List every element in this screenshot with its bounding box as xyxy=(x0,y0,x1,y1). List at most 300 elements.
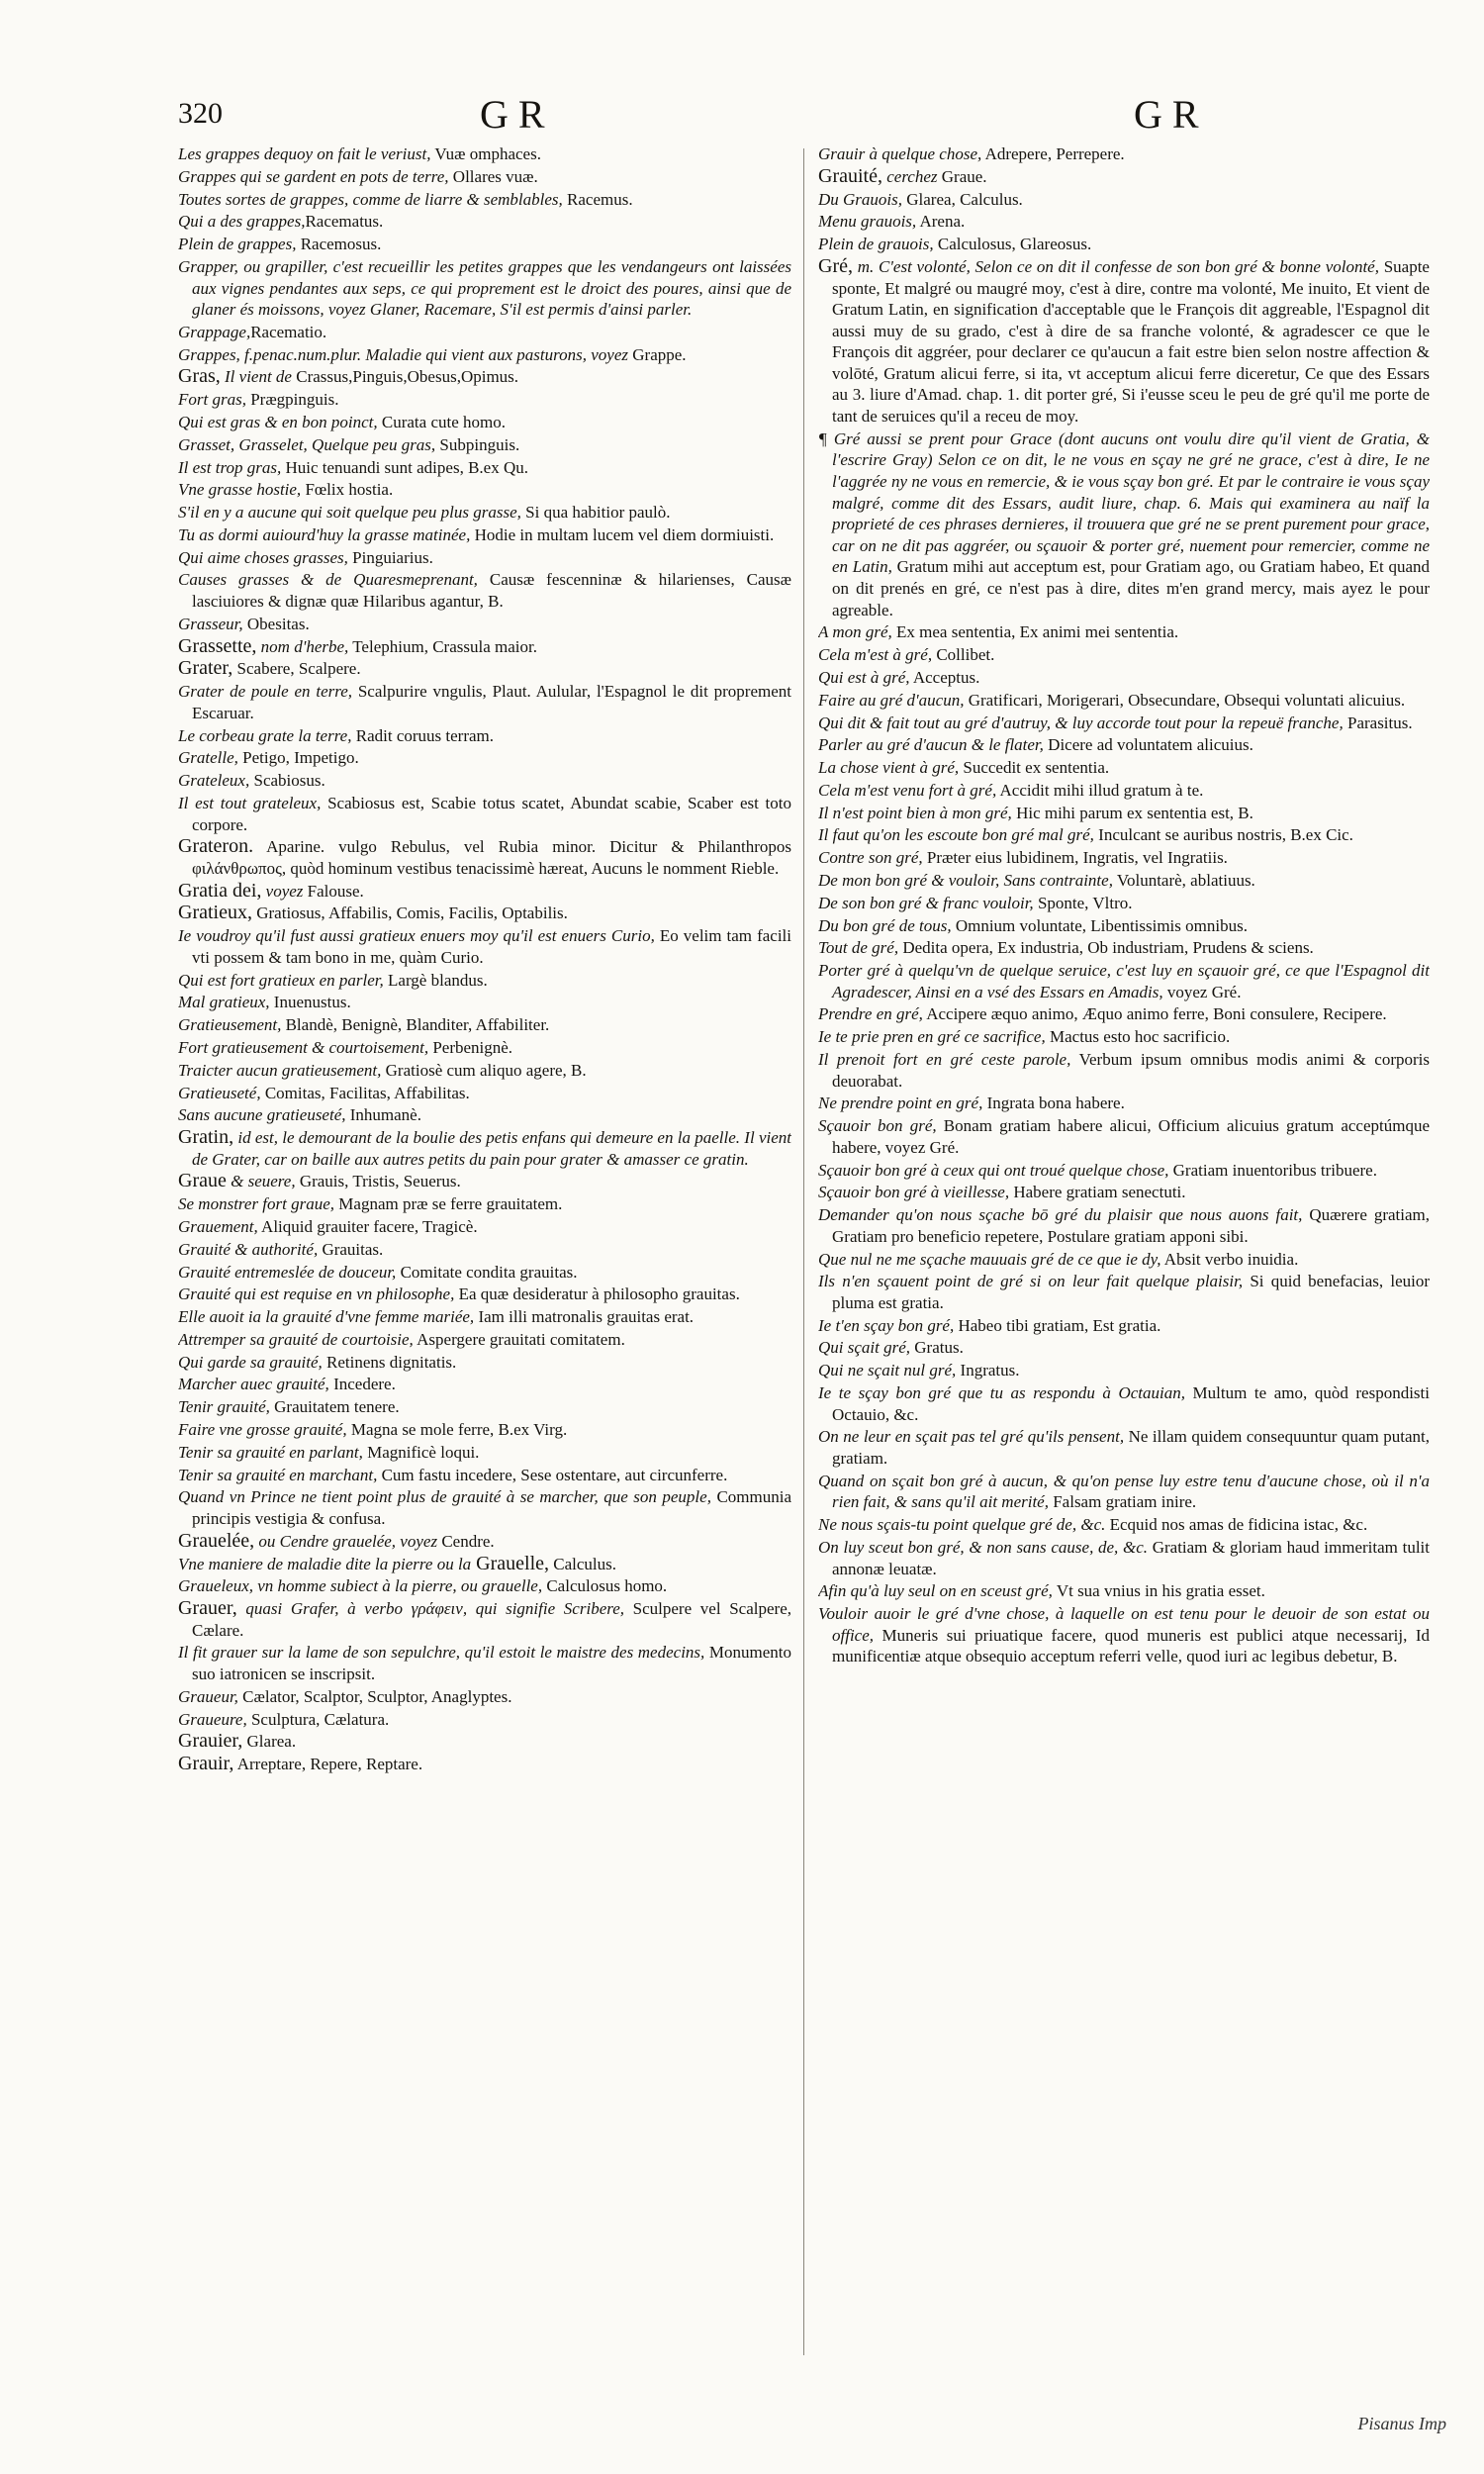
entry-french: Grappes, f.penac.num.plur. Maladie qui vient aux pasturons, voyez xyxy=(178,344,628,364)
dictionary-entry xyxy=(818,1049,1430,1092)
entry-french: Du Grauois, xyxy=(818,189,903,209)
right-column xyxy=(818,143,1430,2400)
dictionary-entry xyxy=(818,757,1430,779)
entry-french: & seuere, xyxy=(226,1172,296,1191)
entry-french: Plein de grauois, xyxy=(818,235,934,254)
dictionary-entry xyxy=(178,1193,791,1215)
entry-latin: Racematus. xyxy=(305,212,384,232)
entry-headword: Gratia dei, xyxy=(178,879,262,902)
entry-latin: Falouse. xyxy=(303,881,364,901)
dictionary-entry xyxy=(178,1486,791,1529)
entry-french: Qui a des grappes, xyxy=(178,212,306,232)
entry-french: Qui garde sa grauité, xyxy=(178,1352,323,1372)
entry-french: Grasseur, xyxy=(178,614,243,633)
entry-french: ¶ Gré aussi se prent pour Grace (dont aucuns ont voulu dire qu'il vient de Gratia, & l'escrire Gray) Selon ce on dit, le ne vous en sçay ne gré ne grace, c'est à dire, Ie ne l'aggrée ny ne vous en remercie, & ie vous sçay bon gré. Et par le contraire ie vous sçay malgré, comme dit des Essars, audit liure, chap. 6. Mais qui examinera au naïf la proprieté de ces phrases dernieres, il trouuera que gré ne se prent purement pour grace, car on ne dit pas aggréer, ou sçauoir & porter gré, nuement pour remercier, comme ne en Latin, xyxy=(818,428,1430,577)
entry-latin: Verbum ipsum omnibus modis animi & corporis deuorabat. xyxy=(832,1050,1430,1091)
entry-latin: Ollares vuæ. xyxy=(448,166,538,186)
page-header xyxy=(178,91,1209,141)
entry-latin: Vt sua vnius in his gratia esset. xyxy=(1052,1581,1265,1601)
dictionary-entry xyxy=(178,479,791,501)
entry-french: Ie voudroy qu'il fust aussi gratieux enuers moy qu'il est enuers Curio, xyxy=(178,926,655,946)
left-column xyxy=(178,143,791,2400)
dictionary-entry xyxy=(818,1471,1430,1513)
entry-french: Marcher auec grauité, xyxy=(178,1375,329,1394)
dictionary-entry xyxy=(178,1396,791,1418)
dictionary-entry xyxy=(178,389,791,411)
dictionary-entry xyxy=(178,344,791,366)
entry-french: Qui est à gré, xyxy=(818,667,910,687)
entry-latin: Dicere ad voluntatem alicuius. xyxy=(1043,735,1253,755)
dictionary-entry xyxy=(178,412,791,433)
entry-latin: Muneris sui priuatique facere, quod muneris est publici atque necessarij, Id munificentiæ atque obsequio acceptum referri velle, quod iuri ac legibus debetur, B. xyxy=(832,1625,1430,1666)
dictionary-entry xyxy=(818,803,1430,824)
entry-french: Ie te sçay bon gré que tu as respondu à Octauian, xyxy=(818,1383,1185,1402)
entry-latin: Bonam gratiam habere alicui, Officium alicuius gratum acceptúmque habere, voyez Gré. xyxy=(832,1116,1430,1157)
entry-french: Sçauoir bon gré à vieillesse, xyxy=(818,1183,1010,1202)
dictionary-entry xyxy=(818,847,1430,869)
entry-latin: Gratiam inuentoribus tribuere. xyxy=(1168,1160,1377,1180)
entry-latin: Racemosus. xyxy=(296,235,382,254)
entry-latin: Calculosus homo. xyxy=(542,1576,668,1596)
dictionary-entry xyxy=(818,893,1430,914)
dictionary-entry xyxy=(818,780,1430,802)
entry-latin: Largè blandus. xyxy=(383,970,488,990)
entry-headword: Grauelle, xyxy=(471,1552,550,1574)
entry-latin: Multum te amo, quòd respondisti Octauio, &c. xyxy=(832,1383,1430,1424)
entry-latin: Sculpere vel Scalpere, Cælare. xyxy=(192,1599,791,1640)
entry-latin: Scabiosus est, Scabie totus scatet, Abundat scabie, Scaber est toto corpore. xyxy=(192,793,791,834)
entry-french: Sçauoir bon gré, xyxy=(818,1116,937,1136)
entry-latin: Ingratus. xyxy=(956,1361,1020,1380)
entry-latin: Subpinguis. xyxy=(435,434,520,454)
dictionary-entry xyxy=(818,667,1430,689)
entry-latin: Absit verbo inuidia. xyxy=(1160,1249,1299,1269)
entry-latin: Parasitus. xyxy=(1343,713,1413,732)
dictionary-entry xyxy=(818,1537,1430,1579)
entry-french: Grauité entremeslée de douceur, xyxy=(178,1262,397,1282)
dictionary-entry xyxy=(818,690,1430,712)
dictionary-entry xyxy=(818,234,1430,255)
dictionary-entry xyxy=(818,960,1430,1002)
entry-french: Grappes qui se gardent en pots de terre, xyxy=(178,166,449,186)
entry-french: Faire vne grosse grauité, xyxy=(178,1420,347,1440)
entry-latin: Magnificè loqui. xyxy=(362,1442,480,1462)
entry-latin: Racematio. xyxy=(250,322,327,341)
entry-french: Grauité & authorité, xyxy=(178,1239,319,1259)
dictionary-entry xyxy=(178,166,791,188)
entry-latin: voyez Gré. xyxy=(1162,982,1242,1001)
entry-headword: Grauier, xyxy=(178,1730,243,1753)
entry-latin: Cælator, Scalptor, Sculptor, Anaglyptes. xyxy=(237,1686,512,1706)
entry-latin: Scabiosus. xyxy=(249,771,325,791)
entry-french: Cela m'est venu fort à gré, xyxy=(818,780,997,800)
entry-latin: Ne illam quidem consequuntur quam putant, gratiam. xyxy=(832,1427,1430,1468)
entry-latin: Aliquid grauiter facere, Tragicè. xyxy=(257,1217,478,1236)
entry-latin: Huic tenuandi sunt adipes, B.ex Qu. xyxy=(281,457,528,477)
entry-french: Qui aime choses grasses, xyxy=(178,547,348,567)
entry-latin: Obesitas. xyxy=(242,614,310,633)
entry-french: Se monstrer fort graue, xyxy=(178,1194,335,1214)
entry-latin: Gratum mihi aut acceptum est, pour Gratiam ago, ou Gratiam habeo, Et quand on dit prenés en gré, ce n'est pas à dire, dites m'en grand mercy, mais ayez le pour agreable. xyxy=(832,557,1430,619)
dictionary-entry xyxy=(178,903,791,924)
entry-latin: Inculcant se auribus nostris, B.ex Cic. xyxy=(1093,825,1353,845)
entry-latin: Grauitatem tenere. xyxy=(269,1397,400,1417)
entry-latin: Incedere. xyxy=(328,1375,396,1394)
dictionary-entry xyxy=(818,734,1430,756)
entry-french: De son bon gré & franc vouloir, xyxy=(818,893,1034,912)
entry-latin: Communia principis vestigia & confusa. xyxy=(192,1487,791,1528)
entry-headword: Grauelée, xyxy=(178,1529,255,1552)
entry-french: Graueure, xyxy=(178,1709,247,1729)
entry-headword: Gratieux, xyxy=(178,902,252,924)
entry-latin: Prægpinguis. xyxy=(245,390,339,410)
entry-latin: Sculptura, Cælatura. xyxy=(246,1709,390,1729)
entry-latin: Acceptus. xyxy=(909,667,980,687)
entry-latin: Hic mihi parum ex sententia est, B. xyxy=(1011,803,1253,822)
entry-headword: Gré, xyxy=(818,254,853,277)
dictionary-entry xyxy=(178,836,791,879)
entry-latin: Graue. xyxy=(937,166,987,186)
entry-french: Qui ne sçait nul gré, xyxy=(818,1361,957,1380)
dictionary-entry xyxy=(818,211,1430,233)
entry-french: Les grappes dequoy on fait le veriust, xyxy=(178,144,431,163)
dictionary-entry xyxy=(178,970,791,992)
column-divider xyxy=(803,148,804,2355)
dictionary-entry xyxy=(818,1003,1430,1025)
entry-headword: Gras, xyxy=(178,365,221,388)
entry-latin: Ea quæ desideratur à philosopho grauitas. xyxy=(454,1285,740,1304)
dictionary-entry xyxy=(178,1531,791,1553)
entry-french: S'il en y a aucune qui soit quelque peu plus grasse, xyxy=(178,503,521,523)
entry-latin: Aparine. vulgo Rebulus, vel Rubia minor. Dicitur & Philanthropos φιλάνθρωπος, quòd hominum vestibus tenacissimè hæreat, Aucuns le nomment Rieble. xyxy=(192,837,791,878)
entry-french: Contre son gré, xyxy=(818,848,923,868)
entry-latin: Inhumanè. xyxy=(345,1105,421,1125)
entry-french: Menu grauois, xyxy=(818,212,917,232)
dictionary-entry xyxy=(178,681,791,723)
dictionary-entry xyxy=(178,1754,791,1775)
entry-latin: Gratiam & gloriam haud immeritam tulit annonæ leuatæ. xyxy=(832,1537,1430,1578)
entry-french: Attremper sa grauité de courtoisie, xyxy=(178,1329,414,1349)
dictionary-entry xyxy=(178,1262,791,1284)
entry-latin: Dedita opera, Ex industria, Ob industriam, Prudens & sciens. xyxy=(898,938,1314,958)
entry-french: Grasset, Grasselet, Quelque peu gras, xyxy=(178,434,436,454)
dictionary-entry xyxy=(178,547,791,569)
dictionary-entry xyxy=(178,256,791,321)
entry-french: cerchez xyxy=(881,166,938,186)
entry-french: La chose vient à gré, xyxy=(818,758,960,778)
entry-french: Du bon gré de tous, xyxy=(818,915,952,935)
entry-latin: Mactus esto hoc sacrificio. xyxy=(1045,1027,1231,1047)
entry-latin: Si quid benefacias, leuior pluma est gratia. xyxy=(832,1272,1430,1312)
dictionary-entry xyxy=(178,366,791,388)
entry-latin: Perbenignè. xyxy=(428,1037,513,1057)
dictionary-entry xyxy=(178,1731,791,1753)
entry-french: Plein de grappes, xyxy=(178,235,297,254)
entry-latin: Glarea. xyxy=(242,1732,297,1752)
page-number: 320 xyxy=(178,97,223,130)
dictionary-entry xyxy=(818,1249,1430,1271)
entry-french: Qui est fort gratieux en parler, xyxy=(178,970,384,990)
dictionary-entry xyxy=(818,915,1430,937)
entry-latin: Gratiosus, Affabilis, Comis, Facilis, Optabilis. xyxy=(251,904,568,923)
dictionary-entry xyxy=(818,824,1430,846)
entry-latin: Inuenustus. xyxy=(269,993,351,1012)
dictionary-entry xyxy=(178,322,791,343)
entry-latin: Scalpurire vngulis, Plaut. Aulular, l'Espagnol le dit proprement Escaruar. xyxy=(192,682,791,722)
entry-french: Tenir grauité, xyxy=(178,1397,270,1417)
entry-french: Demander qu'on nous sçache bō gré du plaisir que nous auons fait, xyxy=(818,1205,1303,1225)
entry-french: Tu as dormi auiourd'huy la grasse matinée, xyxy=(178,524,471,544)
entry-french: Vne maniere de maladie dite la pierre ou la xyxy=(178,1554,472,1573)
entry-latin: Accidit mihi illud gratum à te. xyxy=(996,780,1204,800)
dictionary-entry xyxy=(178,1306,791,1328)
entry-latin: Comitas, Facilitas, Affabilitas. xyxy=(260,1083,470,1102)
dictionary-entry xyxy=(818,1182,1430,1203)
entry-french: Parler au gré d'aucun & le flater, xyxy=(818,735,1044,755)
entry-french: ou Cendre grauelée, voyez xyxy=(254,1531,438,1551)
dictionary-entry xyxy=(818,937,1430,959)
entry-french: Il n'est point bien à mon gré, xyxy=(818,803,1012,822)
dictionary-entry xyxy=(178,502,791,523)
dictionary-entry xyxy=(818,428,1430,620)
entry-french: quasi Grafer, à verbo γράφειν, qui signifie Scribere, xyxy=(236,1599,625,1619)
dictionary-entry xyxy=(818,1382,1430,1425)
dictionary-entry xyxy=(178,1060,791,1082)
dictionary-entry xyxy=(818,1514,1430,1536)
entry-latin: Voluntarè, ablatiuus. xyxy=(1112,870,1255,890)
entry-latin: Sponte, Vltro. xyxy=(1033,893,1133,912)
dictionary-entry xyxy=(178,1104,791,1126)
entry-headword: Grauer, xyxy=(178,1597,237,1620)
entry-french: Il fit grauer sur la lame de son sepulchre, qu'il estoit le maistre des medecins, xyxy=(178,1643,705,1663)
entry-french: On ne leur en sçait pas tel gré qu'ils pensent, xyxy=(818,1427,1125,1447)
entry-latin: Fœlix hostia. xyxy=(301,480,394,500)
entry-latin: Ingrata bona habere. xyxy=(982,1094,1125,1113)
dictionary-entry xyxy=(818,1093,1430,1114)
dictionary-entry xyxy=(818,1337,1430,1359)
entry-latin: Comitate condita grauitas. xyxy=(396,1262,578,1282)
dictionary-entry xyxy=(818,143,1430,165)
dictionary-entry xyxy=(178,1465,791,1486)
entry-latin: Arena. xyxy=(916,212,966,232)
dictionary-entry xyxy=(178,211,791,233)
entry-headword: Grateron. xyxy=(178,835,254,858)
entry-latin: Si qua habitior paulò. xyxy=(520,503,671,523)
entry-latin: Vuæ omphaces. xyxy=(430,144,541,163)
dictionary-entry xyxy=(178,1442,791,1464)
entry-headword: Grassette, xyxy=(178,634,257,657)
entry-headword: Grauir, xyxy=(178,1753,234,1775)
entry-headword: Graue xyxy=(178,1170,227,1192)
entry-french: Grauir à quelque chose, xyxy=(818,144,982,163)
dictionary-entry xyxy=(178,1216,791,1238)
entry-french: Toutes sortes de grappes, comme de liarre & semblables, xyxy=(178,189,563,209)
entry-latin: Glarea, Calculus. xyxy=(902,189,1023,209)
dictionary-entry xyxy=(178,1686,791,1708)
entry-latin: Cum fastu incedere, Sese ostentare, aut circunferre. xyxy=(377,1465,728,1484)
dictionary-entry xyxy=(818,1115,1430,1158)
entry-french: On luy sceut bon gré, & non sans cause, de, &c. xyxy=(818,1537,1149,1557)
entry-latin: Adrepere, Perrepere. xyxy=(981,144,1125,163)
entry-latin: Racemus. xyxy=(562,189,633,209)
entry-french: Elle auoit ia la grauité d'vne femme mariée, xyxy=(178,1307,475,1327)
entry-latin: Grappe. xyxy=(628,344,687,364)
entry-latin: Præter eius lubidinem, Ingratis, vel Ingratiis. xyxy=(922,848,1228,868)
entry-french: Mal gratieux, xyxy=(178,993,270,1012)
entry-latin: Falsam gratiam inire. xyxy=(1048,1492,1197,1512)
entry-latin: Magnam præ se ferre grauitatem. xyxy=(334,1194,563,1214)
entry-latin: Gratificari, Morigerari, Obsecundare, Obsequi voluntati alicuius. xyxy=(964,690,1406,710)
dictionary-entry xyxy=(178,569,791,612)
dictionary-entry xyxy=(178,1598,791,1641)
entry-french: Afin qu'à luy seul on en sceust gré, xyxy=(818,1581,1053,1601)
dictionary-entry xyxy=(818,1360,1430,1381)
entry-french: Vne grasse hostie, xyxy=(178,480,302,500)
entry-headword: Gratin, xyxy=(178,1126,234,1149)
entry-headword: Grater, xyxy=(178,657,233,680)
entry-french: Graueleux, vn homme subiect à la pierre, ou grauelle, xyxy=(178,1576,543,1596)
dictionary-entry xyxy=(178,1642,791,1684)
entry-french: Grapper, ou grapiller, c'est recueillir les petites grappes que les vendangeurs ont laissées aux vignes pendantes aux seps, ce qui proprement est le droict des poures, ainsi que de glaner és moissons, voyez Glaner, Racemare, S'il est permis d'ainsi parler. xyxy=(178,256,791,320)
dictionary-entry xyxy=(178,434,791,456)
entry-french: Graueur, xyxy=(178,1686,238,1706)
dictionary-entry xyxy=(178,1239,791,1261)
entry-latin: Scabere, Scalpere. xyxy=(232,659,361,679)
dictionary-entry xyxy=(178,1374,791,1395)
entry-latin: Collibet. xyxy=(932,645,995,665)
dictionary-entry xyxy=(178,1014,791,1036)
entry-french: Ie t'en sçay bon gré, xyxy=(818,1315,955,1335)
entry-latin: Iam illi matronalis grauitas erat. xyxy=(474,1307,695,1327)
entry-latin: Blandè, Benignè, Blanditer, Affabiliter. xyxy=(281,1015,550,1035)
dictionary-entry xyxy=(178,881,791,903)
dictionary-entry xyxy=(178,793,791,835)
entry-latin: Arreptare, Repere, Reptare. xyxy=(233,1755,423,1774)
dictionary-entry xyxy=(178,1554,791,1575)
entry-latin: Monumento suo iatronicen se inscripsit. xyxy=(192,1643,791,1684)
running-head-right: GR xyxy=(1134,92,1209,137)
dictionary-entry xyxy=(818,166,1430,188)
entry-latin: Aspergere grauitati comitatem. xyxy=(413,1329,625,1349)
entry-latin: Calculosus, Glareosus. xyxy=(933,235,1092,254)
entry-french: Grauité qui est requise en vn philosophe, xyxy=(178,1285,455,1304)
entry-french: Quand on sçait bon gré à aucun, & qu'on pense luy estre tenu d'aucune chose, où il n'a rien fait, & sans qu'il ait merité, xyxy=(818,1471,1430,1512)
entry-latin: Gratiosè cum aliquo agere, B. xyxy=(381,1060,587,1080)
entry-french: Qui est gras & en bon poinct, xyxy=(178,413,378,431)
dictionary-entry xyxy=(178,747,791,769)
dictionary-entry xyxy=(178,1037,791,1059)
dictionary-entry xyxy=(178,925,791,968)
entry-french: Cela m'est à gré, xyxy=(818,645,933,665)
entry-latin: Suapte sponte, Et malgré ou maugré moy, c'est à dire, contre ma volonté, Me inuito, Et vient de Gratum Latin, en signification d'acceptable que le François dit aggreable, l'Espagnol dit aussi muy de su grado, c'est à dire de sa franche volonté, & agradescer ce que le François dit aggréer, pour declarer ce qu'aucun a fait estre bien selon nostre affection & volōté, Gratum alicui ferre, si ita, vt acceptum alicui ferre diceretur, Ce que des Essars au 3. liure d'Amad. chap. 1. dit porter gré, Si i'eusse sceu le peu de gré qu'il me porte de tant de seruices qu'il a receu de moy. xyxy=(832,256,1430,427)
entry-french: Le corbeau grate la terre, xyxy=(178,725,352,745)
entry-french: Sans aucune gratieuseté, xyxy=(178,1105,346,1125)
entry-latin: Grauis, Tristis, Seuerus. xyxy=(295,1172,461,1191)
entry-latin: Magna se mole ferre, B.ex Virg. xyxy=(346,1420,568,1440)
entry-latin: Curata cute homo. xyxy=(377,413,506,431)
entry-french: Fort gras, xyxy=(178,390,246,410)
dictionary-entry xyxy=(178,143,791,165)
entry-headword: Grauité, xyxy=(818,164,882,187)
entry-latin: Telephium, Crassula maior. xyxy=(348,636,537,656)
entry-french: A mon gré, xyxy=(818,622,892,642)
entry-french: Fort gratieusement & courtoisement, xyxy=(178,1037,429,1057)
dictionary-entry xyxy=(178,1575,791,1597)
entry-french: Qui dit & fait tout au gré d'autruy, & luy accorde tout pour la repeuë franche, xyxy=(818,713,1344,732)
entry-french: Que nul ne me sçache mauuais gré de ce que ie dy, xyxy=(818,1249,1161,1269)
running-head-left: GR xyxy=(480,92,555,137)
dictionary-entry xyxy=(178,234,791,255)
dictionary-entry xyxy=(818,1160,1430,1182)
entry-latin: Causæ fescenninæ & hilarienses, Causæ lasciuiores & dignæ quæ Hilaribus agantur, B. xyxy=(192,570,791,612)
entry-french: Quand vn Prince ne tient point plus de grauité à se marcher, que son peuple, xyxy=(178,1487,711,1507)
entry-latin: Hodie in multam lucem vel diem dormiuisti. xyxy=(470,524,775,544)
dictionary-entry xyxy=(818,621,1430,643)
entry-french: Tenir sa grauité en marchant, xyxy=(178,1465,378,1484)
dictionary-entry xyxy=(178,1171,791,1192)
entry-french: Porter gré à quelqu'vn de quelque seruice, c'est luy en sçauoir gré, ce que l'Espagnol dit Agradescer, Ainsi en a vsé des Essars en Amadis, xyxy=(818,961,1430,1001)
dictionary-entry xyxy=(818,1426,1430,1469)
entry-french: Il vient de xyxy=(220,367,292,387)
dictionary-entry xyxy=(818,870,1430,892)
entry-latin: Habere gratiam senectuti. xyxy=(1009,1183,1186,1202)
entry-french: id est, le demourant de la boulie des petis enfans qui demeure en la paelle. Il vient de Grater, car on baille aux autres petits du pain pour grater & amasser ce gratin. xyxy=(192,1128,791,1169)
entry-french: Grater de poule en terre, xyxy=(178,682,353,702)
entry-french: Gratieuseté, xyxy=(178,1083,261,1102)
entry-latin: Habeo tibi gratiam, Est gratia. xyxy=(954,1315,1161,1335)
dictionary-entry xyxy=(818,713,1430,734)
entry-french: voyez xyxy=(261,881,304,901)
entry-french: Ne prendre point en gré, xyxy=(818,1094,983,1113)
entry-latin: Eo velim tam facili vti possem & tam bono in me, quàm Curio. xyxy=(192,926,791,967)
entry-latin: Pinguiarius. xyxy=(347,547,433,567)
entry-french: Sçauoir bon gré à ceux qui ont troué quelque chose, xyxy=(818,1160,1169,1180)
dictionary-entry xyxy=(178,189,791,211)
entry-french: nom d'herbe, xyxy=(256,636,349,656)
dictionary-entry xyxy=(818,256,1430,428)
entry-french: Il est trop gras, xyxy=(178,457,282,477)
entry-latin: Radit coruus terram. xyxy=(351,725,494,745)
entry-french: Qui sçait gré, xyxy=(818,1338,911,1358)
entry-latin: Ex mea sententia, Ex animi mei sententia. xyxy=(891,622,1179,642)
entry-latin: Petigo, Impetigo. xyxy=(237,748,359,768)
entry-latin: Succedit ex sententia. xyxy=(959,758,1110,778)
entry-french: m. C'est volonté, Selon ce on dit il confesse de son bon gré & bonne volonté, xyxy=(852,256,1379,276)
entry-latin: Ecquid nos amas de fidicina istac, &c. xyxy=(1105,1515,1368,1535)
entry-french: Causes grasses & de Quaresmeprenant, xyxy=(178,570,478,590)
dictionary-entry xyxy=(178,524,791,546)
entry-latin: Crassus,Pinguis,Obesus,Opimus. xyxy=(291,367,519,387)
entry-french: Ie te prie pren en gré ce sacrifice, xyxy=(818,1027,1046,1047)
entry-french: Gratieusement, xyxy=(178,1015,282,1035)
entry-latin: Retinens dignitatis. xyxy=(322,1352,457,1372)
dictionary-entry xyxy=(818,1603,1430,1667)
dictionary-entry xyxy=(178,1127,791,1170)
dictionary-entry xyxy=(818,1204,1430,1247)
dictionary-entry xyxy=(178,1284,791,1305)
dictionary-entry xyxy=(818,1315,1430,1337)
dictionary-entry xyxy=(178,614,791,635)
dictionary-entry xyxy=(178,1709,791,1731)
dictionary-entry xyxy=(178,457,791,479)
entry-french: Tout de gré, xyxy=(818,938,899,958)
dictionary-entry xyxy=(178,725,791,747)
entry-french: Il faut qu'on les escoute bon gré mal gré, xyxy=(818,825,1094,845)
dictionary-entry xyxy=(178,658,791,680)
entry-french: Il prenoit fort en gré ceste parole, xyxy=(818,1050,1071,1070)
entry-french: Il est tout grateleux, xyxy=(178,793,322,812)
entry-french: Grappage, xyxy=(178,322,251,341)
